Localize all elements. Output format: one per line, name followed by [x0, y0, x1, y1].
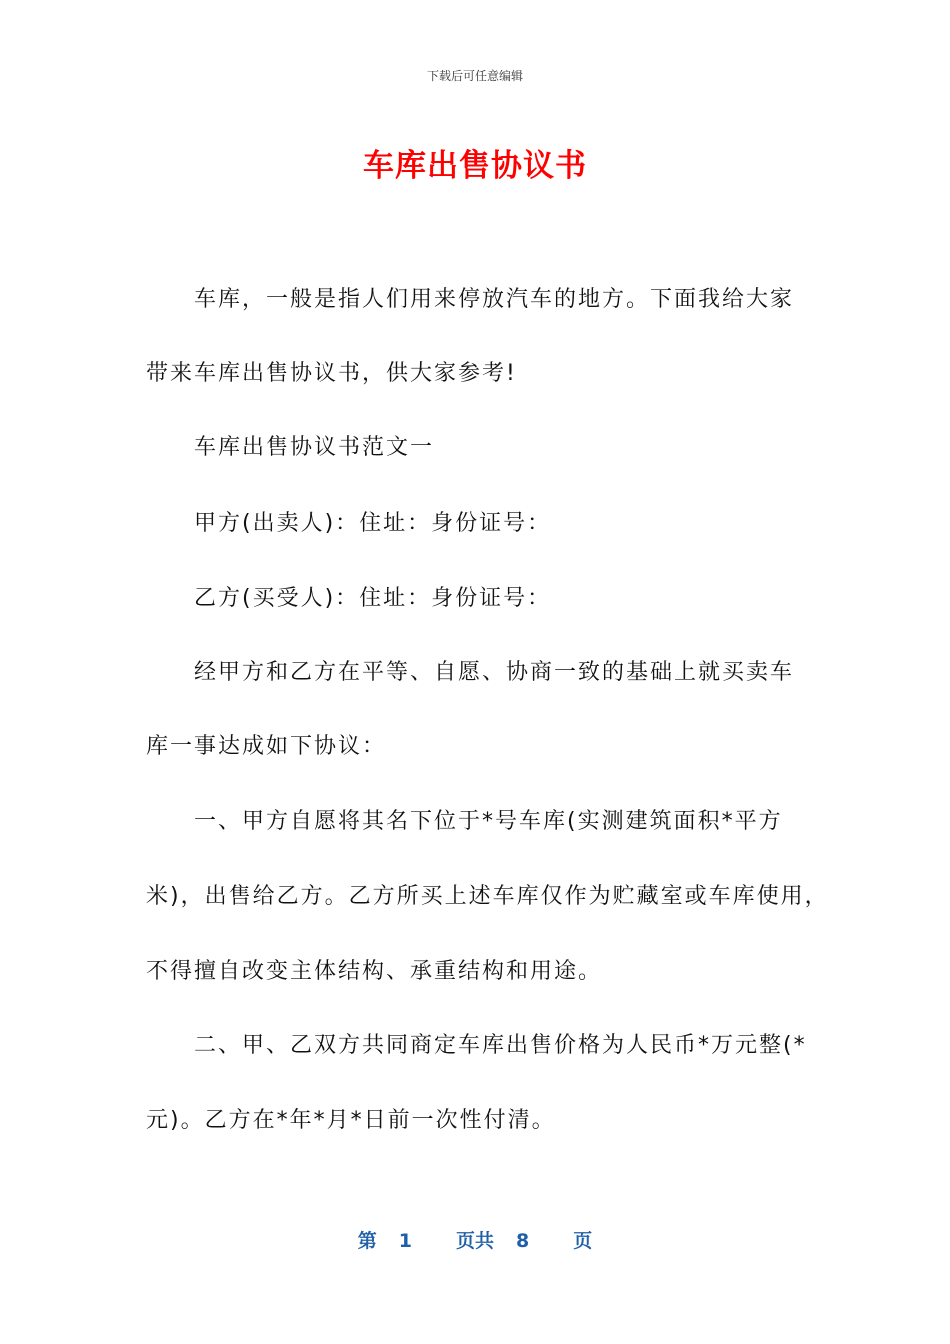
- section-heading: 车库出售协议书范文一: [194, 435, 435, 460]
- footer-page-number: 1: [398, 1230, 412, 1252]
- footer-prefix: 第: [357, 1230, 377, 1252]
- header-note: 下载后可任意编辑: [426, 69, 523, 83]
- footer-suffix: 页: [573, 1230, 593, 1252]
- paragraph-line-1: 车库，一般是指人们用来停放汽车的地方。下面我给大家: [194, 287, 795, 312]
- clause-1-line-3: 不得擅自改变主体结构、承重结构和用途。: [146, 959, 603, 984]
- paragraph-line-6: 经甲方和乙方在平等、自愿、协商一致的基础上就买卖车: [194, 660, 795, 685]
- footer-total-pages: 8: [516, 1230, 530, 1252]
- paragraph-line-7: 库一事达成如下协议：: [146, 734, 387, 759]
- party-a-line: 甲方(出卖人)：住址：身份证号：: [194, 511, 552, 536]
- clause-2-line-1: 二、甲、乙双方共同商定车库出售价格为人民币*万元整(*: [194, 1033, 807, 1058]
- clause-2-line-2: 元)。乙方在*年*月*日前一次性付清。: [146, 1108, 556, 1133]
- clause-1-line-1: 一、甲方自愿将其名下位于*号车库(实测建筑面积*平方: [194, 809, 783, 834]
- footer-middle: 页共: [455, 1230, 494, 1252]
- clause-1-line-2: 米)，出售给乙方。乙方所买上述车库仅作为贮藏室或车库使用，: [146, 884, 829, 909]
- paragraph-line-2: 带来车库出售协议书，供大家参考!: [146, 361, 517, 386]
- page-footer: [0, 1226, 950, 1253]
- party-b-line: 乙方(买受人)：住址：身份证号：: [194, 586, 552, 611]
- document-title: 车库出售协议书: [363, 148, 587, 184]
